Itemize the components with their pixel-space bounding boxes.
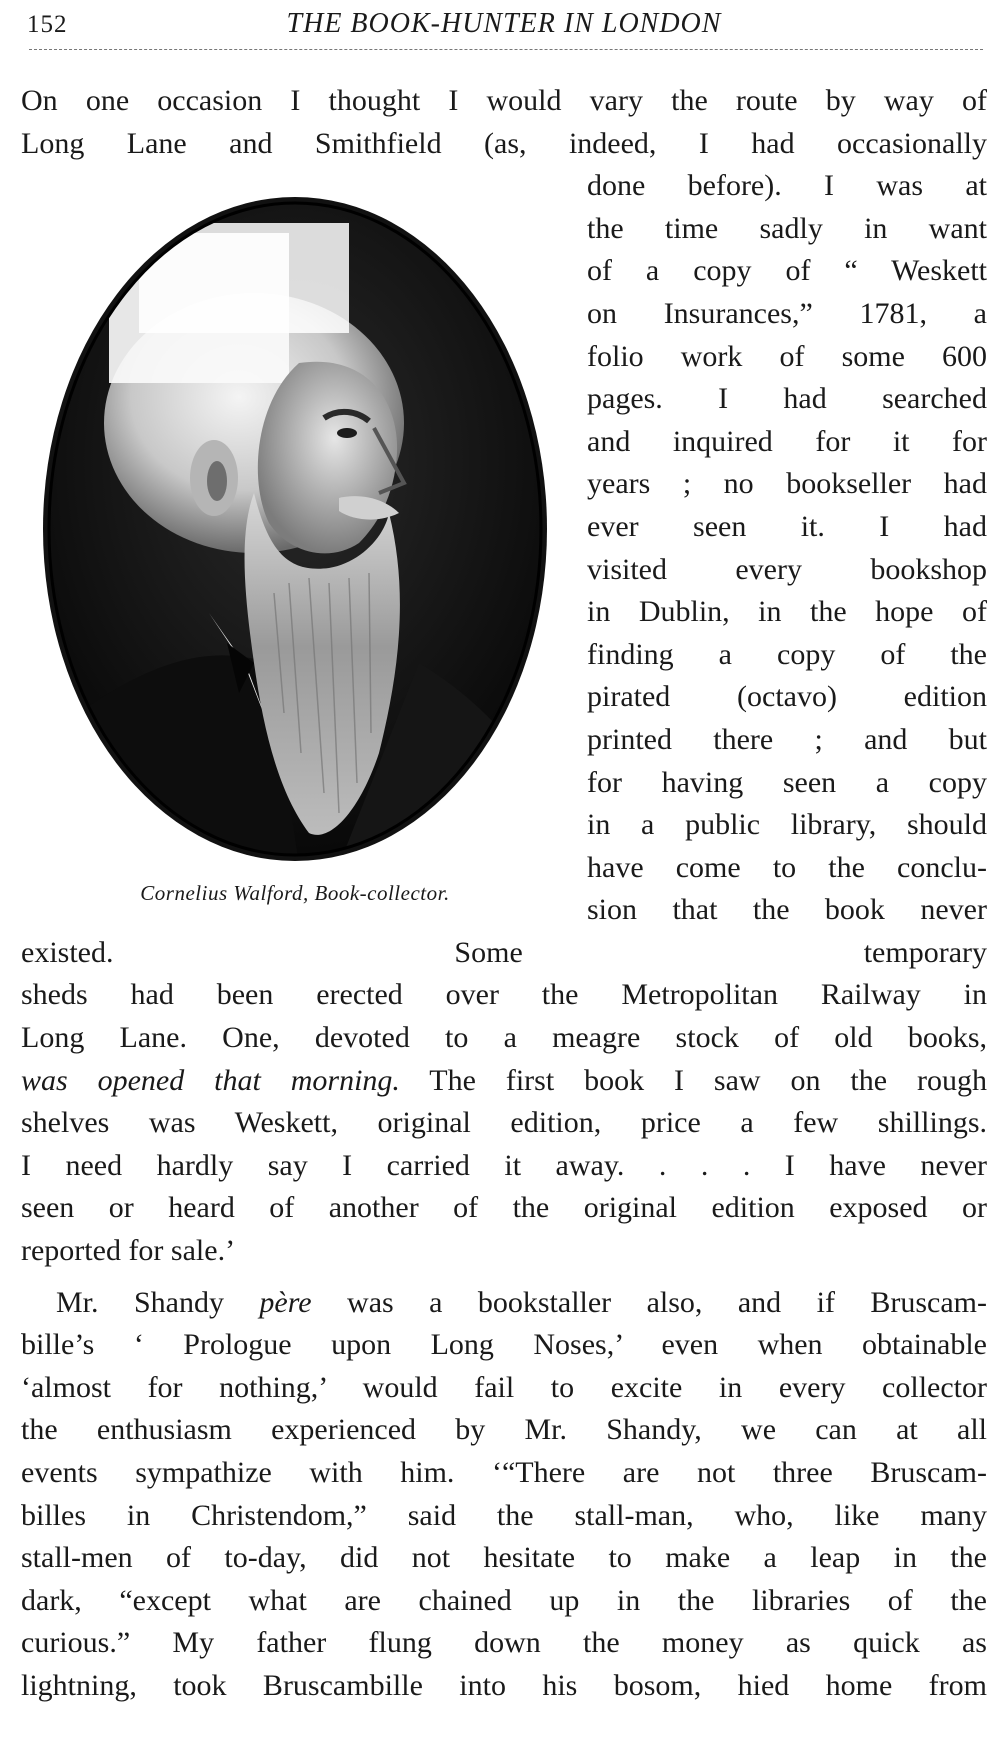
paragraph-2	[21, 1282, 987, 1708]
text-line: sheds had been erected over the Metropolitan Railway in	[21, 978, 987, 1012]
text-line: billes in Christendom,” said the stall-man, who, like many	[21, 1498, 987, 1532]
text-line: existed. Some temporary	[21, 935, 987, 969]
text-line	[21, 1282, 987, 1325]
portrait-image	[39, 193, 551, 865]
text-line: ‘almost for nothing,’ would fail to excite in every collector	[21, 1370, 987, 1404]
paragraph-1	[21, 80, 987, 1273]
text-line: visited every bookshop	[587, 552, 987, 586]
text-line: sion that the book never	[587, 893, 987, 927]
text-line: On one occasion I thought I would vary the route by way of	[21, 84, 987, 117]
text-line: reported for sale.’	[21, 1234, 236, 1268]
text-line: have come to the conclu-	[587, 850, 987, 884]
text-line: in Dublin, in the hope of	[587, 595, 987, 629]
italic-phrase: was opened that morning.	[21, 1063, 400, 1097]
text-fragment: was a bookstaller also, and if Bruscam-	[311, 1285, 988, 1319]
figure-caption: Cornelius Walford, Book-collector.	[140, 881, 450, 906]
running-title: THE BOOK-HUNTER IN LONDON	[286, 8, 722, 39]
body-text	[21, 80, 987, 1708]
portrait-figure	[21, 165, 569, 909]
page-number: 152	[27, 11, 68, 38]
text-fragment: The first book I saw on the rough	[399, 1063, 987, 1097]
text-fragment: Mr. Shandy	[56, 1285, 260, 1319]
text-line: years ; no bookseller had	[587, 467, 987, 501]
book-page	[21, 0, 987, 1708]
text-line: curious.” My father flung down the money as quick as	[21, 1626, 987, 1660]
text-line: printed there ; and but	[587, 722, 987, 756]
text-line: and inquired for it for	[587, 424, 987, 458]
text-line: ever seen it. I had	[587, 509, 987, 543]
text-line: on Insurances,” 1781, a	[587, 296, 987, 330]
text-line: in a public library, should	[587, 808, 987, 842]
text-line: seen or heard of another of the original edition exposed or	[21, 1191, 987, 1225]
text-line: Long Lane. One, devoted to a meagre stock of old books,	[21, 1021, 987, 1055]
text-line: pages. I had searched	[587, 382, 987, 416]
text-line	[21, 1060, 987, 1103]
page-header	[21, 0, 987, 54]
text-line: finding a copy of the	[587, 637, 987, 671]
text-line: of a copy of “ Weskett	[587, 254, 987, 288]
text-line: lightning, took Bruscambille into his bosom, hied home from	[21, 1668, 987, 1702]
text-line: for having seen a copy	[587, 765, 987, 799]
text-line: folio work of some 600	[587, 339, 987, 373]
text-line: I need hardly say I carried it away. . . . I have never	[21, 1148, 987, 1182]
text-line: the enthusiasm experienced by Mr. Shandy, we can at all	[21, 1413, 987, 1447]
text-line: done before). I was at	[587, 169, 987, 203]
text-line: Long Lane and Smithfield (as, indeed, I had occasionally	[21, 126, 987, 160]
text-line: pirated (octavo) edition	[587, 680, 987, 714]
italic-word: père	[259, 1285, 312, 1319]
text-line: shelves was Weskett, original edition, price a few shillings.	[21, 1106, 987, 1140]
text-line: the time sadly in want	[587, 211, 987, 245]
header-rule	[29, 49, 983, 50]
text-line: dark, “except what are chained up in the libraries of the	[21, 1583, 987, 1617]
text-line: stall-men of to-day, did not hesitate to make a leap in the	[21, 1541, 987, 1575]
text-line: bille’s ‘ Prologue upon Long Noses,’ even when obtainable	[21, 1328, 987, 1362]
text-line: events sympathize with him. ‘“There are not three Bruscam-	[21, 1456, 987, 1489]
